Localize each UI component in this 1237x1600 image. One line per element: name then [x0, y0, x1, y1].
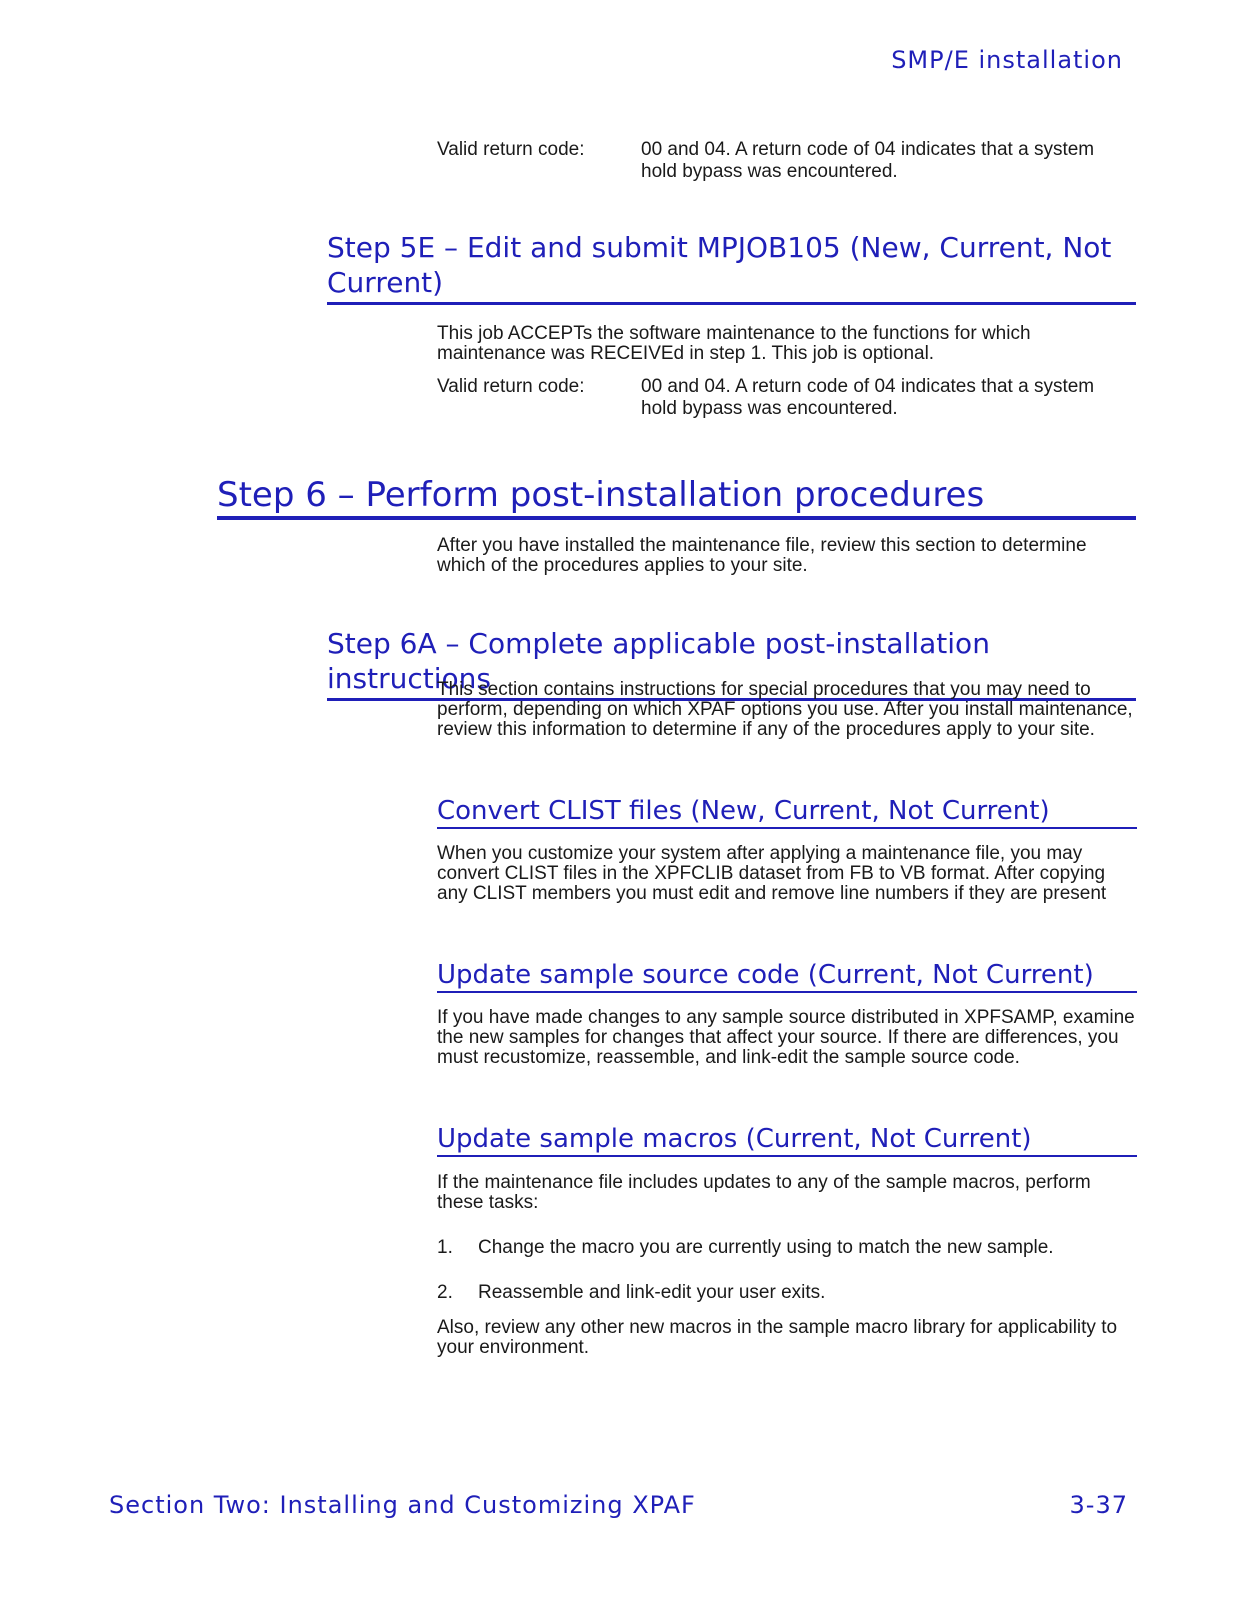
convert-clist-body: When you customize your system after applying a maintenance file, you may convert CLIST files in the XPFCLIB dataset from FB to VB format. After copying any CLIST members you must edit and remove line numbers if they are present [437, 843, 1107, 904]
list-item [437, 1237, 1054, 1259]
list-item-text: Change the macro you are currently using to match the new sample. [478, 1237, 1054, 1258]
return-code-label: Valid return code: [437, 139, 585, 160]
step-6-body: After you have installed the maintenance file, review this section to determine which of the procedures applies to your site. [437, 535, 1087, 576]
return-code-value: 00 and 04. A return code of 04 indicates that a system hold bypass was encountered. [641, 376, 1095, 419]
return-code-value: 00 and 04. A return code of 04 indicates that a system hold bypass was encountered. [641, 139, 1095, 182]
footer-section-title: Section Two: Installing and Customizing XPAF [109, 1491, 696, 1519]
step-6-heading: Step 6 – Perform post-installation procedures [217, 474, 1136, 520]
list-item [437, 1282, 825, 1304]
convert-clist-heading: Convert CLIST files (New, Current, Not Current) [437, 795, 1137, 829]
update-source-heading: Update sample source code (Current, Not Current) [437, 959, 1137, 993]
list-item-text: Reassemble and link-edit your user exits. [478, 1282, 826, 1303]
step-5e-heading: Step 5E – Edit and submit MPJOB105 (New, Current, Not Current) [327, 230, 1136, 305]
step-6a-body: This section contains instructions for special procedures that you may need to perform, depending on which XPAF options you use. After you install maintenance, review this information to determine if any of the procedures apply to your site. [437, 679, 1133, 740]
step-6a-heading: Step 6A – Complete applicable post-installation instructions [327, 626, 1136, 701]
running-header: SMP/E installation [891, 46, 1123, 74]
update-source-body: If you have made changes to any sample source distributed in XPFSAMP, examine the new samples for changes that affect your source. If there are differences, you must recustomize, reassemble, and link-edit the sample source code. [437, 1007, 1135, 1068]
list-item-number: 2. [437, 1282, 453, 1303]
step-5e-body: This job ACCEPTs the software maintenance to the functions for which maintenance was RECEIVEd in step 1. This job is optional. [437, 323, 1031, 364]
list-item-number: 1. [437, 1237, 453, 1258]
footer-page-number: 3-37 [1069, 1491, 1128, 1519]
update-macros-closing: Also, review any other new macros in the sample macro library for applicability to your environment. [437, 1317, 1118, 1358]
update-macros-heading: Update sample macros (Current, Not Current) [437, 1123, 1137, 1157]
return-code-label: Valid return code: [437, 376, 585, 397]
update-macros-intro: If the maintenance file includes updates to any of the sample macros, perform these tasks: [437, 1172, 1091, 1213]
